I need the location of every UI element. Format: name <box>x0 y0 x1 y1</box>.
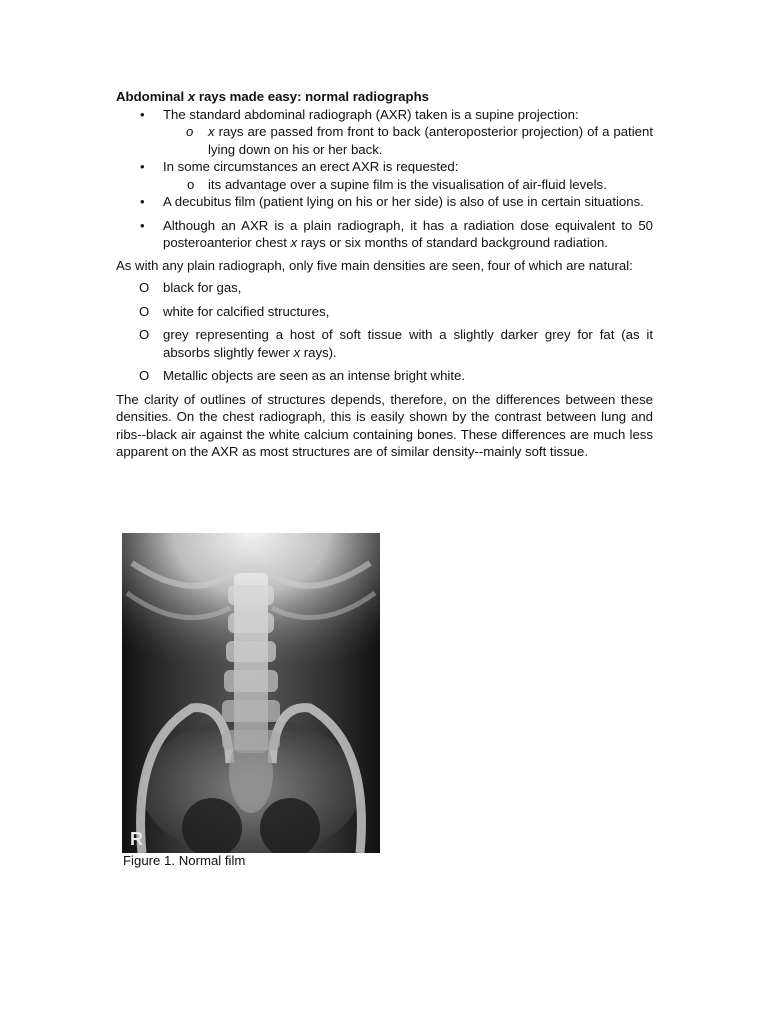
density-marker: O <box>139 280 150 295</box>
title-x-italic: x <box>187 89 196 104</box>
density-item-gas <box>116 279 653 297</box>
clarity-paragraph: The clarity of outlines of structures depends, therefore, on the differences between these densities. On the chest radiograph, this is easily shown by the contrast between lung and ribs--black air against the white calcium containing bones. These differences are much less apparent on the AXR as most structures are of similar density--mainly soft tissue. <box>116 391 653 459</box>
sub-text: rays are passed from front to back (anteroposterior projection) of a patient lying down on his or her back. <box>208 124 653 157</box>
bullet-dot: • <box>140 159 145 174</box>
sub-text: its advantage over a supine film is the visualisation of air-fluid levels. <box>208 176 607 192</box>
sub-item-air-fluid <box>163 176 653 194</box>
density-text: black for gas, <box>163 280 242 295</box>
density-text-end: rays). <box>300 344 337 360</box>
bullet-text: A decubitus film (patient lying on his or her side) is also of use in certain situations. <box>163 194 644 209</box>
document-body <box>116 88 653 461</box>
abdominal-xray-image <box>122 533 380 853</box>
sub-item-anteroposterior <box>163 123 653 158</box>
density-list <box>116 279 653 385</box>
density-marker: O <box>139 368 150 383</box>
bullet-supine <box>116 106 653 159</box>
density-text: Metallic objects are seen as an intense bright white. <box>163 368 466 383</box>
density-x-italic: x <box>293 344 301 360</box>
projection-bullet-list <box>116 106 653 252</box>
bullet-dot: • <box>140 194 145 209</box>
density-text: grey representing a host of soft tissue with a slightly darker grey for fat (as it absorbs slightly fewer <box>163 327 653 360</box>
bullet-text: The standard abdominal radiograph (AXR) taken is a supine projection: <box>163 106 579 122</box>
density-marker: O <box>139 327 150 342</box>
sub-marker: o <box>187 176 195 192</box>
density-item-metallic <box>116 367 653 385</box>
bullet-dot: • <box>140 217 145 233</box>
bullet-text: In some circumstances an erect AXR is requested: <box>163 159 459 174</box>
title-text: Abdominal <box>116 89 188 104</box>
sub-list <box>163 176 653 194</box>
density-item-soft-tissue <box>116 326 653 361</box>
bullet-x-italic: x <box>290 235 298 250</box>
bullet-erect <box>116 158 653 193</box>
densities-intro-paragraph: As with any plain radiograph, only five main densities are seen, four of which are natural: <box>116 257 633 273</box>
figure-caption: Figure 1. Normal film <box>123 853 246 868</box>
bullet-text-end: rays or six months of standard background radiation. <box>297 235 608 250</box>
document-title <box>116 88 653 106</box>
xray-drawing <box>122 533 380 853</box>
title-text-end: rays made easy: normal radiographs <box>195 89 429 104</box>
bullet-dot: • <box>140 106 145 122</box>
density-item-calcified <box>116 303 653 321</box>
bullet-text: Although an AXR is a plain radiograph, it has a radiation dose equivalent to 50 posteroanterior chest <box>163 217 653 250</box>
density-text: white for calcified structures, <box>163 303 330 319</box>
density-marker: O <box>139 303 150 319</box>
sub-marker: o <box>186 124 194 139</box>
bullet-decubitus <box>116 193 653 211</box>
bullet-radiation-dose <box>116 217 653 252</box>
sub-list <box>163 123 653 158</box>
sub-x-italic: x <box>208 124 215 139</box>
xray-side-marker: R <box>130 829 143 849</box>
